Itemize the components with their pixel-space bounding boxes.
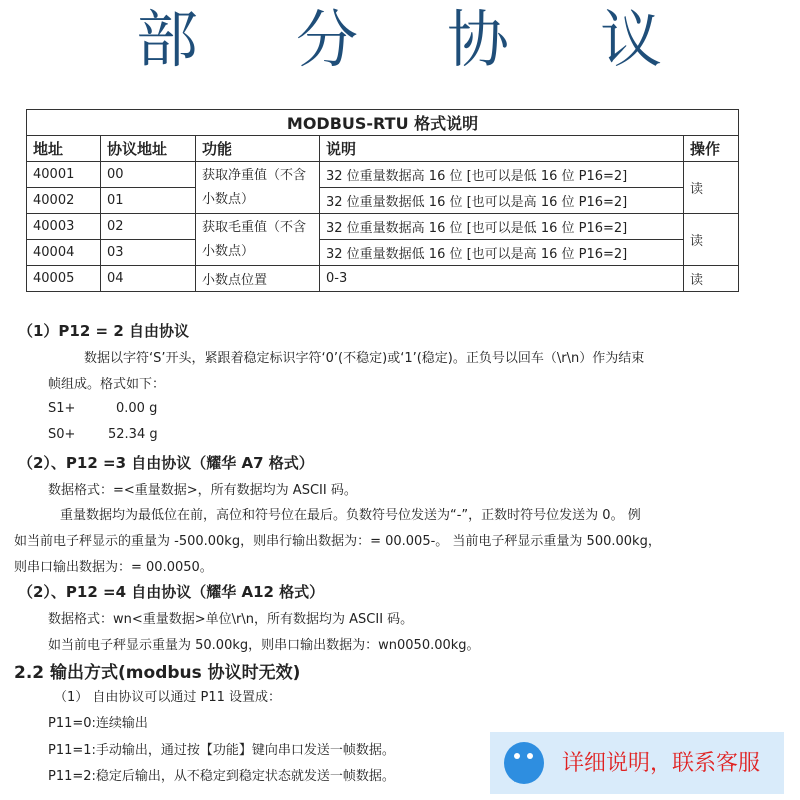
example-label: S1+ (48, 401, 76, 416)
title-char-3: 协 (447, 3, 510, 76)
header-description: 说明 (320, 136, 684, 162)
cell-protocol-address: 01 (101, 188, 196, 214)
paragraph-line: 如当前电子秤显示重量为 50.00kg，则串口输出数据为：wn0050.00kg。 (48, 638, 480, 653)
table-header-row (27, 136, 739, 162)
page-title (0, 0, 800, 86)
table-row (27, 266, 739, 292)
cell-address: 40002 (27, 188, 101, 214)
header-address: 地址 (27, 136, 101, 162)
cell-operation: 读 (684, 162, 739, 214)
cell-description: 32 位重量数据低 16 位 [也可以是高 16 位 P16=2] (320, 240, 684, 266)
cell-function: 获取毛重值（不含小数点） (196, 214, 320, 266)
cell-protocol-address: 03 (101, 240, 196, 266)
cell-operation: 读 (684, 214, 739, 266)
cell-operation: 读 (684, 266, 739, 292)
cell-protocol-address: 00 (101, 162, 196, 188)
paragraph-line: 帧组成。格式如下： (48, 377, 166, 392)
paragraph-line: 重量数据均为最低位在前，高位和符号位在最后。负数符号位发送为“-”，正数时符号位发送为 0。 例 (60, 508, 641, 523)
header-operation: 操作 (684, 136, 739, 162)
cell-description: 32 位重量数据高 16 位 [也可以是低 16 位 P16=2] (320, 162, 684, 188)
paragraph-line: 数据格式：=<重量数据>，所有数据均为 ASCII 码。 (48, 483, 357, 498)
table-row (27, 214, 739, 240)
title-char-1: 部 (136, 3, 199, 76)
header-function: 功能 (196, 136, 320, 162)
cell-protocol-address: 02 (101, 214, 196, 240)
paragraph-line: 则串口输出数据为：= 00.0050。 (14, 560, 213, 575)
section-heading-output-mode: 2.2 输出方式(modbus 协议时无效) (14, 663, 301, 683)
title-char-2: 分 (296, 3, 359, 76)
chat-bubble-icon (504, 742, 544, 784)
paragraph-line: （1） 自由协议可以通过 P11 设置成： (54, 690, 282, 705)
cell-address: 40005 (27, 266, 101, 292)
table-caption: MODBUS-RTU 格式说明 (27, 110, 739, 136)
paragraph-line: P11=0:连续输出 (48, 716, 148, 731)
cell-function: 小数点位置 (196, 266, 320, 292)
cell-address: 40003 (27, 214, 101, 240)
title-char-4: 议 (600, 3, 663, 76)
paragraph-line: 如当前电子秤显示的重量为 -500.00kg，则串行输出数据为：= 00.005-。 当前电子秤显示重量为 500.00kg， (14, 534, 661, 549)
paragraph-line: P11=2:稳定后输出，从不稳定到稳定状态就发送一帧数据。 (48, 769, 395, 784)
header-protocol-address: 协议地址 (101, 136, 196, 162)
example-label: S0+ (48, 427, 76, 442)
paragraph-line: 数据格式：wn<重量数据>单位\r\n，所有数据均为 ASCII 码。 (48, 612, 414, 627)
cell-function: 获取净重值（不含小数点） (196, 162, 320, 214)
contact-service-banner[interactable] (490, 732, 784, 794)
table-row (27, 240, 739, 266)
paragraph-line: 数据以字符‘S’开头，紧跟着稳定标识字符‘0’(不稳定)或‘1’(稳定)。正负号以回车（\r\n）作为结束 (84, 351, 645, 366)
section-heading-p12-2: （1）P12 = 2 自由协议 (18, 322, 189, 340)
table-row (27, 188, 739, 214)
cell-protocol-address: 04 (101, 266, 196, 292)
cell-description: 32 位重量数据低 16 位 [也可以是高 16 位 P16=2] (320, 188, 684, 214)
example-value: 52.34 g (108, 427, 158, 442)
paragraph-line: P11=1:手动输出，通过按【功能】键向串口发送一帧数据。 (48, 743, 395, 758)
contact-service-text: 详细说明，联系客服 (562, 751, 761, 776)
cell-description: 32 位重量数据高 16 位 [也可以是低 16 位 P16=2] (320, 214, 684, 240)
cell-address: 40001 (27, 162, 101, 188)
cell-description: 0-3 (320, 266, 684, 292)
section-heading-p12-4: （2）、P12 =4 自由协议（耀华 A12 格式） (18, 583, 325, 601)
modbus-format-table (26, 109, 739, 292)
section-heading-p12-3: （2）、P12 =3 自由协议（耀华 A7 格式） (18, 454, 314, 472)
cell-address: 40004 (27, 240, 101, 266)
table-row (27, 162, 739, 188)
example-value: 0.00 g (116, 401, 158, 416)
